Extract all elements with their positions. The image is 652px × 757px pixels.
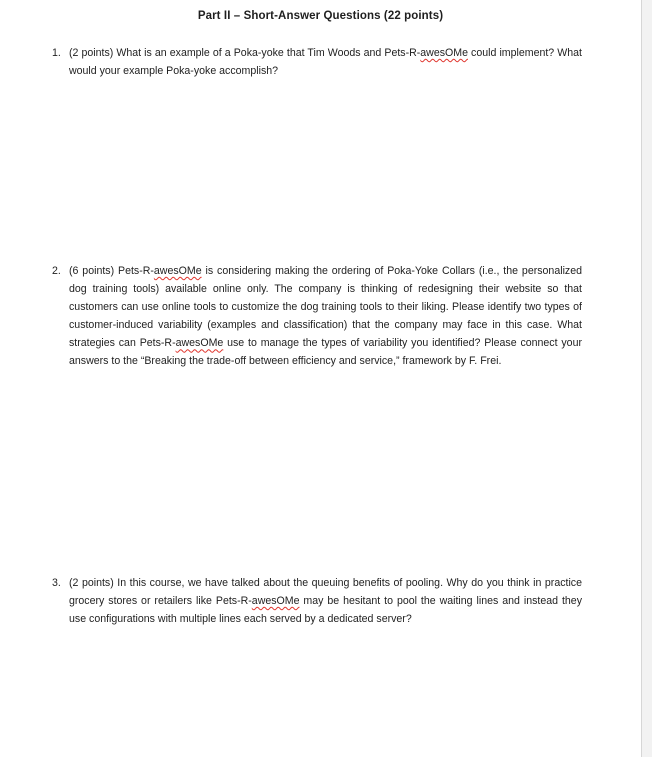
- question-number: 1.: [52, 47, 61, 59]
- vertical-scrollbar[interactable]: [641, 0, 652, 757]
- spellcheck-flagged-word[interactable]: awesOMe: [153, 265, 202, 277]
- question-text-part: (2 points) In this course, we have talked about the queuing benefits of pooling. Why do you think in practice grocery stores or retailers like: [69, 577, 582, 608]
- question-text-part: (6 points): [69, 265, 118, 277]
- question-text: [69, 262, 582, 371]
- question-text-part: is considering making the ordering of Poka-Yoke Collars (i.e., the personalized dog training tools) available online only. The company is thinking of redesigning their website so that customers can use online tools to customize the dog training tools to their liking. Please identify two types of customer-induced variability (examples and classification) that the company may face in this case. What strategies can: [69, 265, 582, 350]
- spellcheck-flagged-word[interactable]: awesOMe: [420, 47, 468, 59]
- question-text-part: use to manage the types of variability you identified? Please connect your answers to the “Breaking the trade-off between efficiency and service,” framework by F. Frei.: [69, 337, 582, 368]
- question-number: 2.: [52, 265, 61, 277]
- question-text-part: may be hesitant to pool the waiting lines and instead they use configurations with multiple lines each served by a dedicated server?: [69, 595, 582, 626]
- question-text: [69, 574, 582, 628]
- section-title: Part II – Short-Answer Questions (22 points): [197, 10, 444, 22]
- question-text-part: (2 points) What is an example of a Poka-yoke that Tim Woods and: [69, 47, 385, 59]
- question-3: [52, 574, 582, 628]
- question-1: [52, 44, 582, 80]
- brand-name-part: Pets-R-: [118, 265, 154, 277]
- brand-name-part: Pets-R-: [215, 595, 252, 608]
- spellcheck-flagged-word[interactable]: awesOMe: [251, 595, 300, 608]
- question-2: [52, 262, 582, 371]
- brand-name-part: Pets-R-: [139, 337, 176, 350]
- spellcheck-flagged-word[interactable]: awesOMe: [175, 337, 224, 350]
- question-number: 3.: [52, 577, 61, 589]
- question-text: [69, 44, 582, 80]
- brand-name-part: Pets-R-: [384, 47, 421, 59]
- question-text-part: could implement? What would your example Poka-yoke accomplish?: [69, 47, 583, 78]
